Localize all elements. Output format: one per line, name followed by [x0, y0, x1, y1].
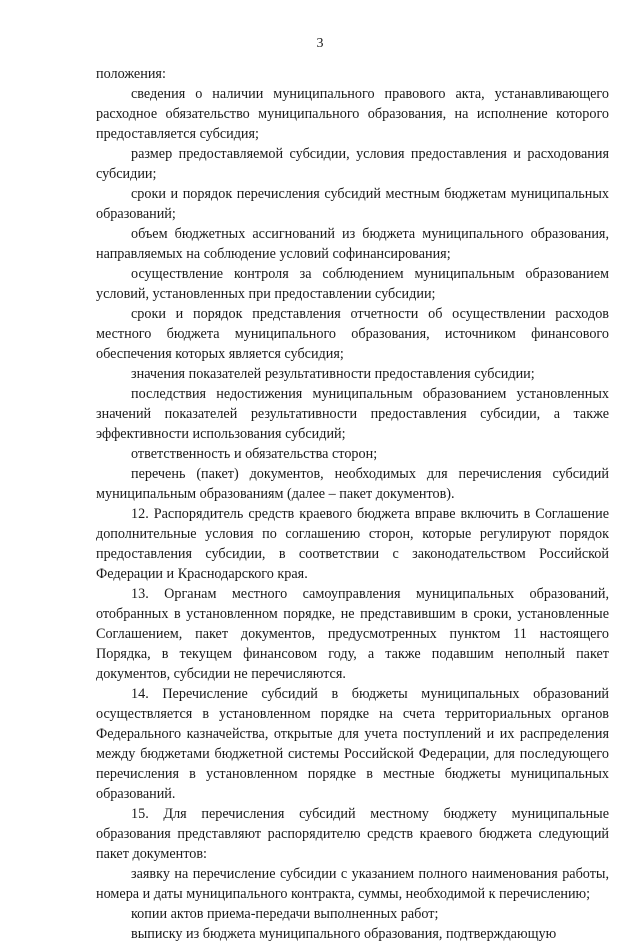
paragraph: объем бюджетных ассигнований из бюджета муниципального образования, направляемых на соблюдение условий софинансирования;: [96, 226, 609, 262]
paragraph: последствия недостижения муниципальным образованием установленных значений показателей результативности предоставления субсидии, а также эффективности использования субсидий;: [96, 386, 609, 442]
document-body: [96, 64, 609, 944]
paragraph: ответственность и обязательства сторон;: [131, 446, 378, 462]
paragraph: положения:: [96, 66, 166, 82]
paragraph: заявку на перечисление субсидии с указанием полного наименования работы, номера и даты муниципального контракта, суммы, необходимой к перечислению;: [96, 866, 609, 902]
paragraph: сроки и порядок представления отчетности об осуществлении расходов местного бюджета муниципального образования, источником финансового обеспечения которых является субсидия;: [96, 306, 609, 362]
paragraph: перечень (пакет) документов, необходимых для перечисления субсидий муниципальным образованиям (далее – пакет документов).: [96, 466, 609, 502]
paragraph: 15. Для перечисления субсидий местному бюджету муниципальные образования представляют распорядителю средств краевого бюджета следующий пакет документов:: [96, 806, 609, 862]
paragraph: значения показателей результативности предоставления субсидии;: [131, 366, 535, 382]
paragraph: 13. Органам местного самоуправления муниципальных образований, отобранных в установленном порядке, не представившим в сроки, установленные Соглашением, пакет документов, предусмотренных пунктом 11 настоящего Порядка, в текущем финансовом году, а также подавшим неполный пакет документов, субсидии не перечисляются.: [96, 586, 609, 682]
paragraph: сведения о наличии муниципального правового акта, устанавливающего расходное обязательство муниципального образования, на исполнение которого предоставляется субсидия;: [96, 86, 609, 142]
paragraph: осуществление контроля за соблюдением муниципальным образованием условий, установленных при предоставлении субсидии;: [96, 266, 609, 302]
paragraph: сроки и порядок перечисления субсидий местным бюджетам муниципальных образований;: [96, 186, 609, 222]
paragraph: копии актов приема-передачи выполненных работ;: [131, 906, 439, 922]
paragraph: выписку из бюджета муниципального образования, подтверждающую: [131, 926, 557, 942]
paragraph: 12. Распорядитель средств краевого бюджета вправе включить в Соглашение дополнительные условия по соглашению сторон, которые регулируют порядок предоставления субсидии, в соответствии с законодательством Российской Федерации и Краснодарского края.: [96, 506, 609, 582]
page-number: 3: [316, 36, 324, 51]
paragraph: 14. Перечисление субсидий в бюджеты муниципальных образований осуществляется в установленном порядке на счета территориальных органов Федерального казначейства, открытые для учета поступлений и их распределения между бюджетами бюджетной системы Российской Федерации, для последующего перечисления в установленном порядке в местные бюджеты муниципальных образований.: [96, 686, 609, 802]
paragraph: размер предоставляемой субсидии, условия предоставления и расходования субсидии;: [96, 146, 609, 182]
